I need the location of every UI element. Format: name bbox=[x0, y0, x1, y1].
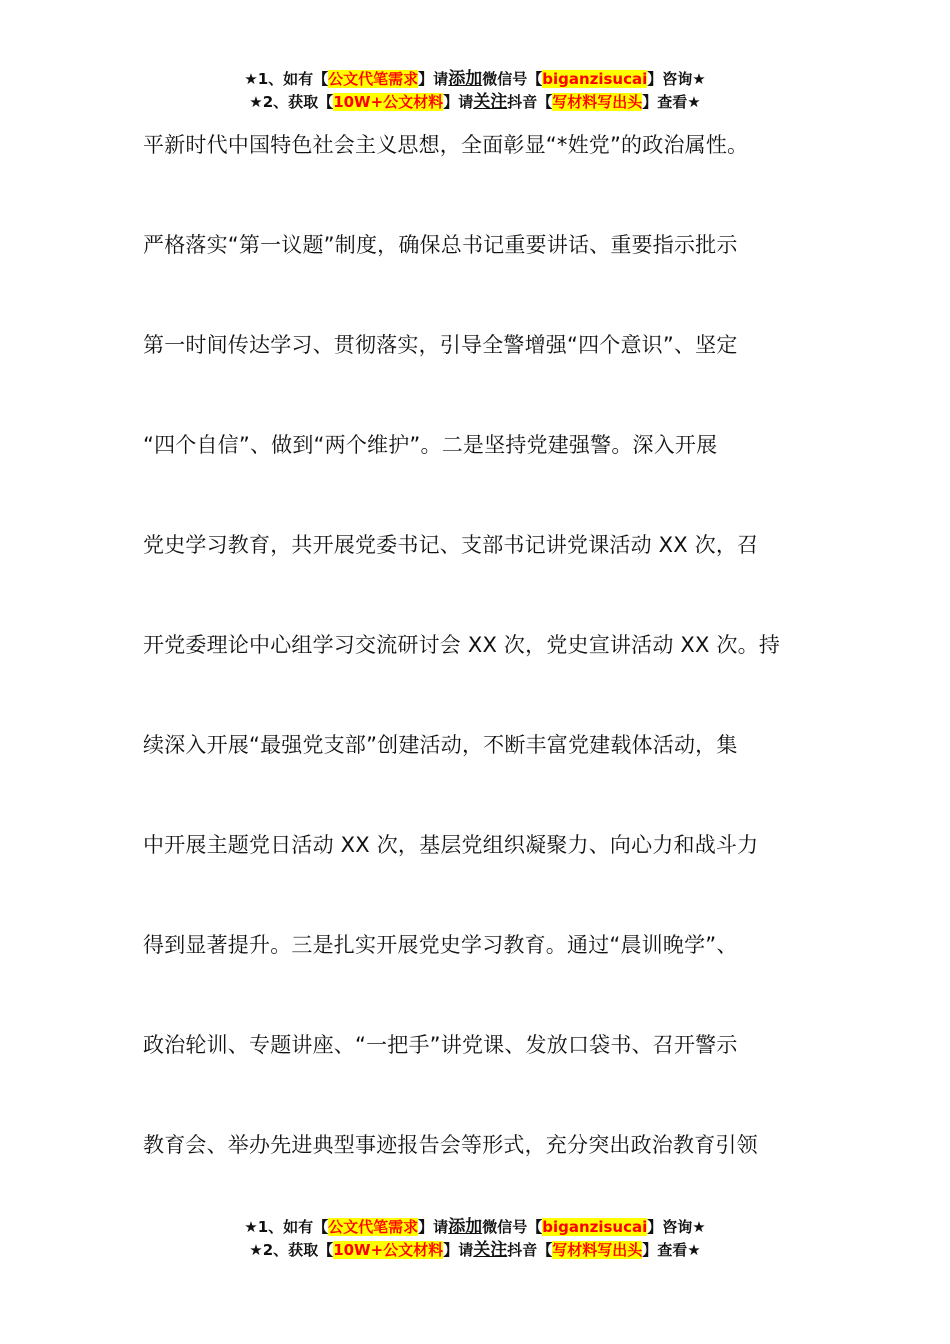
emphasis-text: 添加 bbox=[448, 1217, 483, 1237]
banner-text: 抖音【 bbox=[507, 93, 553, 111]
highlight-materials: 10W+公文材料 bbox=[333, 1241, 444, 1259]
banner-text: 微信号【 bbox=[482, 1218, 543, 1236]
highlight-service: 公文代笔需求 bbox=[328, 1218, 419, 1236]
highlight-wechat-id: biganzisucai bbox=[542, 1218, 648, 1236]
emphasis-text: 添加 bbox=[448, 69, 483, 89]
banner-text: ★1、如有【 bbox=[244, 70, 329, 88]
highlight-service: 公文代笔需求 bbox=[328, 70, 419, 88]
banner-line-1 bbox=[0, 68, 950, 91]
banner-text: 】请 bbox=[418, 1218, 449, 1236]
footer-banner bbox=[0, 1216, 950, 1262]
body-line: 教育会、举办先进典型事迹报告会等形式，充分突出政治教育引领 bbox=[143, 1133, 758, 1157]
banner-text: 】请 bbox=[418, 70, 449, 88]
highlight-materials: 10W+公文材料 bbox=[333, 93, 444, 111]
emphasis-text: 关注 bbox=[473, 1240, 508, 1260]
header-banner bbox=[0, 68, 950, 114]
banner-text: 】请 bbox=[443, 1241, 474, 1259]
emphasis-text: 关注 bbox=[473, 92, 508, 112]
banner-text: 】查看★ bbox=[642, 1241, 701, 1259]
document-body bbox=[143, 120, 823, 1220]
body-line: 党史学习教育，共开展党委书记、支部书记讲党课活动 XX 次，召 bbox=[143, 533, 759, 557]
body-line: 续深入开展“最强党支部”创建活动，不断丰富党建载体活动，集 bbox=[143, 733, 738, 757]
banner-text: 】咨询★ bbox=[647, 1218, 706, 1236]
banner-text: 】查看★ bbox=[642, 93, 701, 111]
banner-text: ★1、如有【 bbox=[244, 1218, 329, 1236]
highlight-douyin-account: 写材料写出头 bbox=[552, 93, 643, 111]
body-line: 开党委理论中心组学习交流研讨会 XX 次，党史宣讲活动 XX 次。持 bbox=[143, 633, 781, 657]
body-line: 严格落实“第一议题”制度，确保总书记重要讲话、重要指示批示 bbox=[143, 233, 738, 257]
body-line: “四个自信”、做到“两个维护”。二是坚持党建强警。深入开展 bbox=[143, 433, 718, 457]
body-line: 中开展主题党日活动 XX 次，基层党组织凝聚力、向心力和战斗力 bbox=[143, 833, 759, 857]
body-line: 第一时间传达学习、贯彻落实，引导全警增强“四个意识”、坚定 bbox=[143, 333, 738, 357]
banner-text: 抖音【 bbox=[507, 1241, 553, 1259]
banner-text: 】咨询★ bbox=[647, 70, 706, 88]
body-line: 平新时代中国特色社会主义思想，全面彰显“*姓党”的政治属性。 bbox=[143, 133, 749, 157]
highlight-wechat-id: biganzisucai bbox=[542, 70, 648, 88]
banner-text: 】请 bbox=[443, 93, 474, 111]
banner-text: 微信号【 bbox=[482, 70, 543, 88]
body-line: 政治轮训、专题讲座、“一把手”讲党课、发放口袋书、召开警示 bbox=[143, 1033, 738, 1057]
banner-text: ★2、获取【 bbox=[249, 1241, 334, 1259]
banner-line-2 bbox=[0, 91, 950, 114]
banner-line-1 bbox=[0, 1216, 950, 1239]
banner-text: ★2、获取【 bbox=[249, 93, 334, 111]
body-line: 得到显著提升。三是扎实开展党史学习教育。通过“晨训晚学”、 bbox=[143, 933, 738, 957]
banner-line-2 bbox=[0, 1239, 950, 1262]
highlight-douyin-account: 写材料写出头 bbox=[552, 1241, 643, 1259]
